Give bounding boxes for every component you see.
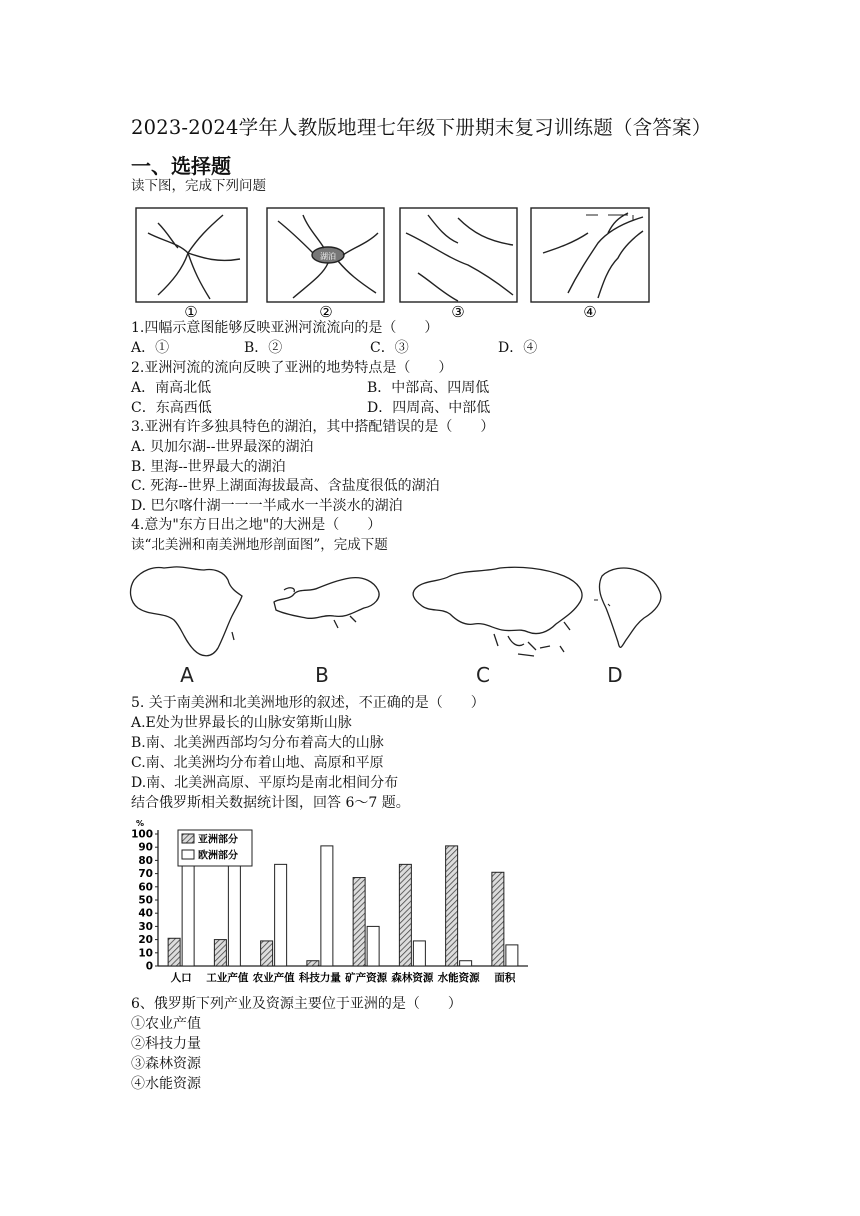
y-tick-label: 20 bbox=[138, 934, 153, 947]
y-tick-label: 80 bbox=[138, 854, 153, 867]
q5-option-b: B.南、北美洲西部均匀分布着高大的山脉 bbox=[131, 735, 384, 751]
continent-d-outline bbox=[599, 568, 660, 647]
bar-europe-6 bbox=[460, 961, 472, 966]
bar-asia-3 bbox=[307, 961, 319, 966]
intro-russia-chart: 结合俄罗斯相关数据统计图，回答 6～7 题。 bbox=[131, 795, 410, 811]
x-tick-label: 森林资源 bbox=[391, 972, 434, 984]
continent-a-outline bbox=[131, 567, 242, 656]
river-map-label-4: ④ bbox=[583, 303, 597, 321]
q5-option-d: D.南、北美洲高原、平原均是南北相间分布 bbox=[131, 775, 399, 791]
q1-option-b: B．② bbox=[244, 340, 283, 356]
q6-item-4: ④水能资源 bbox=[131, 1076, 201, 1092]
bar-asia-6 bbox=[446, 846, 458, 966]
q6-stem: 6、俄罗斯下列产业及资源主要位于亚洲的是（ ） bbox=[131, 996, 462, 1012]
continent-label-d: D bbox=[607, 663, 623, 687]
y-axis-unit: % bbox=[136, 819, 145, 828]
y-tick-label: 0 bbox=[145, 960, 153, 973]
bar-europe-7 bbox=[506, 945, 518, 966]
q1-option-a: A．① bbox=[131, 340, 170, 356]
x-tick-label: 工业产值 bbox=[206, 972, 249, 984]
y-tick-label: 90 bbox=[138, 841, 153, 854]
legend-swatch-europe bbox=[182, 850, 194, 859]
q6-item-1: ①农业产值 bbox=[131, 1016, 201, 1032]
x-tick-label: 农业产值 bbox=[252, 972, 295, 984]
y-tick-label: 60 bbox=[138, 881, 153, 894]
continent-label-b: B bbox=[315, 663, 329, 687]
bar-asia-4 bbox=[353, 878, 365, 966]
q3-option-d: D. 巴尔喀什湖一一一半咸水一半淡水的湖泊 bbox=[131, 498, 403, 514]
x-tick-label: 矿产资源 bbox=[345, 972, 388, 984]
river-map-3 bbox=[400, 208, 517, 302]
continent-b-outline bbox=[274, 578, 379, 628]
legend-label-europe: 欧洲部分 bbox=[198, 850, 238, 862]
q5-option-a: A.E处为世界最长的山脉安第斯山脉 bbox=[131, 715, 352, 731]
q3-stem: 3.亚洲有许多独具特色的湖泊，其中搭配错误的是（ ） bbox=[131, 419, 495, 435]
section-heading: 一、选择题 bbox=[131, 154, 231, 178]
y-tick-label: 100 bbox=[131, 828, 153, 841]
q6-item-3: ③森林资源 bbox=[131, 1056, 201, 1072]
bar-europe-1 bbox=[228, 864, 240, 966]
x-tick-label: 水能资源 bbox=[437, 972, 480, 984]
river-map-label-1: ① bbox=[184, 303, 198, 321]
q3-option-a: A. 贝加尔湖--世界最深的湖泊 bbox=[131, 439, 314, 455]
bar-europe-4 bbox=[367, 926, 379, 966]
q2-stem: 2.亚洲河流的流向反映了亚洲的地势特点是（ ） bbox=[131, 360, 453, 376]
y-tick-label: 10 bbox=[138, 947, 153, 960]
q2-option-d: D．四周高、中部低 bbox=[367, 400, 491, 416]
river-map-label-3: ③ bbox=[451, 303, 465, 321]
x-tick-label: 面积 bbox=[494, 972, 516, 984]
intro-profile: 读“北美洲和南美洲地形剖面图”，完成下题 bbox=[131, 537, 388, 553]
q4-stem: 4.意为"东方日出之地"的大洲是（ ） bbox=[131, 517, 382, 533]
q6-item-2: ②科技力量 bbox=[131, 1036, 201, 1052]
bar-europe-5 bbox=[413, 941, 425, 966]
y-tick-label: 30 bbox=[138, 920, 153, 933]
lake-label: 湖泊 bbox=[320, 252, 336, 261]
q5-stem: 5. 关于南美洲和北美洲地形的叙述，不正确的是（ ） bbox=[131, 695, 485, 711]
bar-asia-5 bbox=[399, 864, 411, 966]
q1-stem: 1.四幅示意图能够反映亚洲河流流向的是（ ） bbox=[131, 320, 439, 336]
q1-option-d: D．④ bbox=[498, 340, 538, 356]
y-tick-label: 70 bbox=[138, 868, 153, 881]
y-tick-label: 50 bbox=[138, 894, 153, 907]
bar-europe-3 bbox=[321, 846, 333, 966]
continent-c-outline bbox=[413, 567, 582, 633]
bar-asia-2 bbox=[261, 941, 273, 966]
q2-option-a: A．南高北低 bbox=[131, 380, 212, 396]
continents-figure bbox=[124, 560, 674, 688]
river-map-1 bbox=[136, 208, 247, 302]
river-maps-figure bbox=[128, 203, 664, 323]
continent-label-c: C bbox=[476, 663, 490, 687]
x-tick-label: 人口 bbox=[170, 972, 192, 984]
document-title: 2023-2024学年人教版地理七年级下册期末复习训练题（含答案） bbox=[131, 116, 712, 139]
x-tick-label: 科技力量 bbox=[298, 972, 341, 984]
q5-option-c: C.南、北美洲均分布着山地、高原和平原 bbox=[131, 755, 384, 771]
bar-europe-2 bbox=[275, 864, 287, 966]
q1-option-c: C．③ bbox=[370, 340, 409, 356]
legend-swatch-asia bbox=[182, 834, 194, 843]
q2-option-c: C．东高西低 bbox=[131, 400, 212, 416]
bar-asia-0 bbox=[168, 938, 180, 966]
q2-option-b: B．中部高、四周低 bbox=[367, 380, 490, 396]
bar-asia-1 bbox=[214, 940, 226, 966]
river-map-label-2: ② bbox=[319, 303, 333, 321]
intro-river-maps: 读下图，完成下列问题 bbox=[131, 178, 266, 194]
continent-label-a: A bbox=[180, 663, 194, 687]
q3-option-c: C. 死海--世界上湖面海拔最高、含盐度很低的湖泊 bbox=[131, 478, 440, 494]
bar-asia-7 bbox=[492, 872, 504, 966]
bar-europe-0 bbox=[182, 863, 194, 966]
q3-option-b: B. 里海--世界最大的湖泊 bbox=[131, 459, 286, 475]
y-tick-label: 40 bbox=[138, 907, 153, 920]
russia-bar-chart bbox=[124, 814, 534, 992]
legend-label-asia: 亚洲部分 bbox=[198, 834, 238, 846]
